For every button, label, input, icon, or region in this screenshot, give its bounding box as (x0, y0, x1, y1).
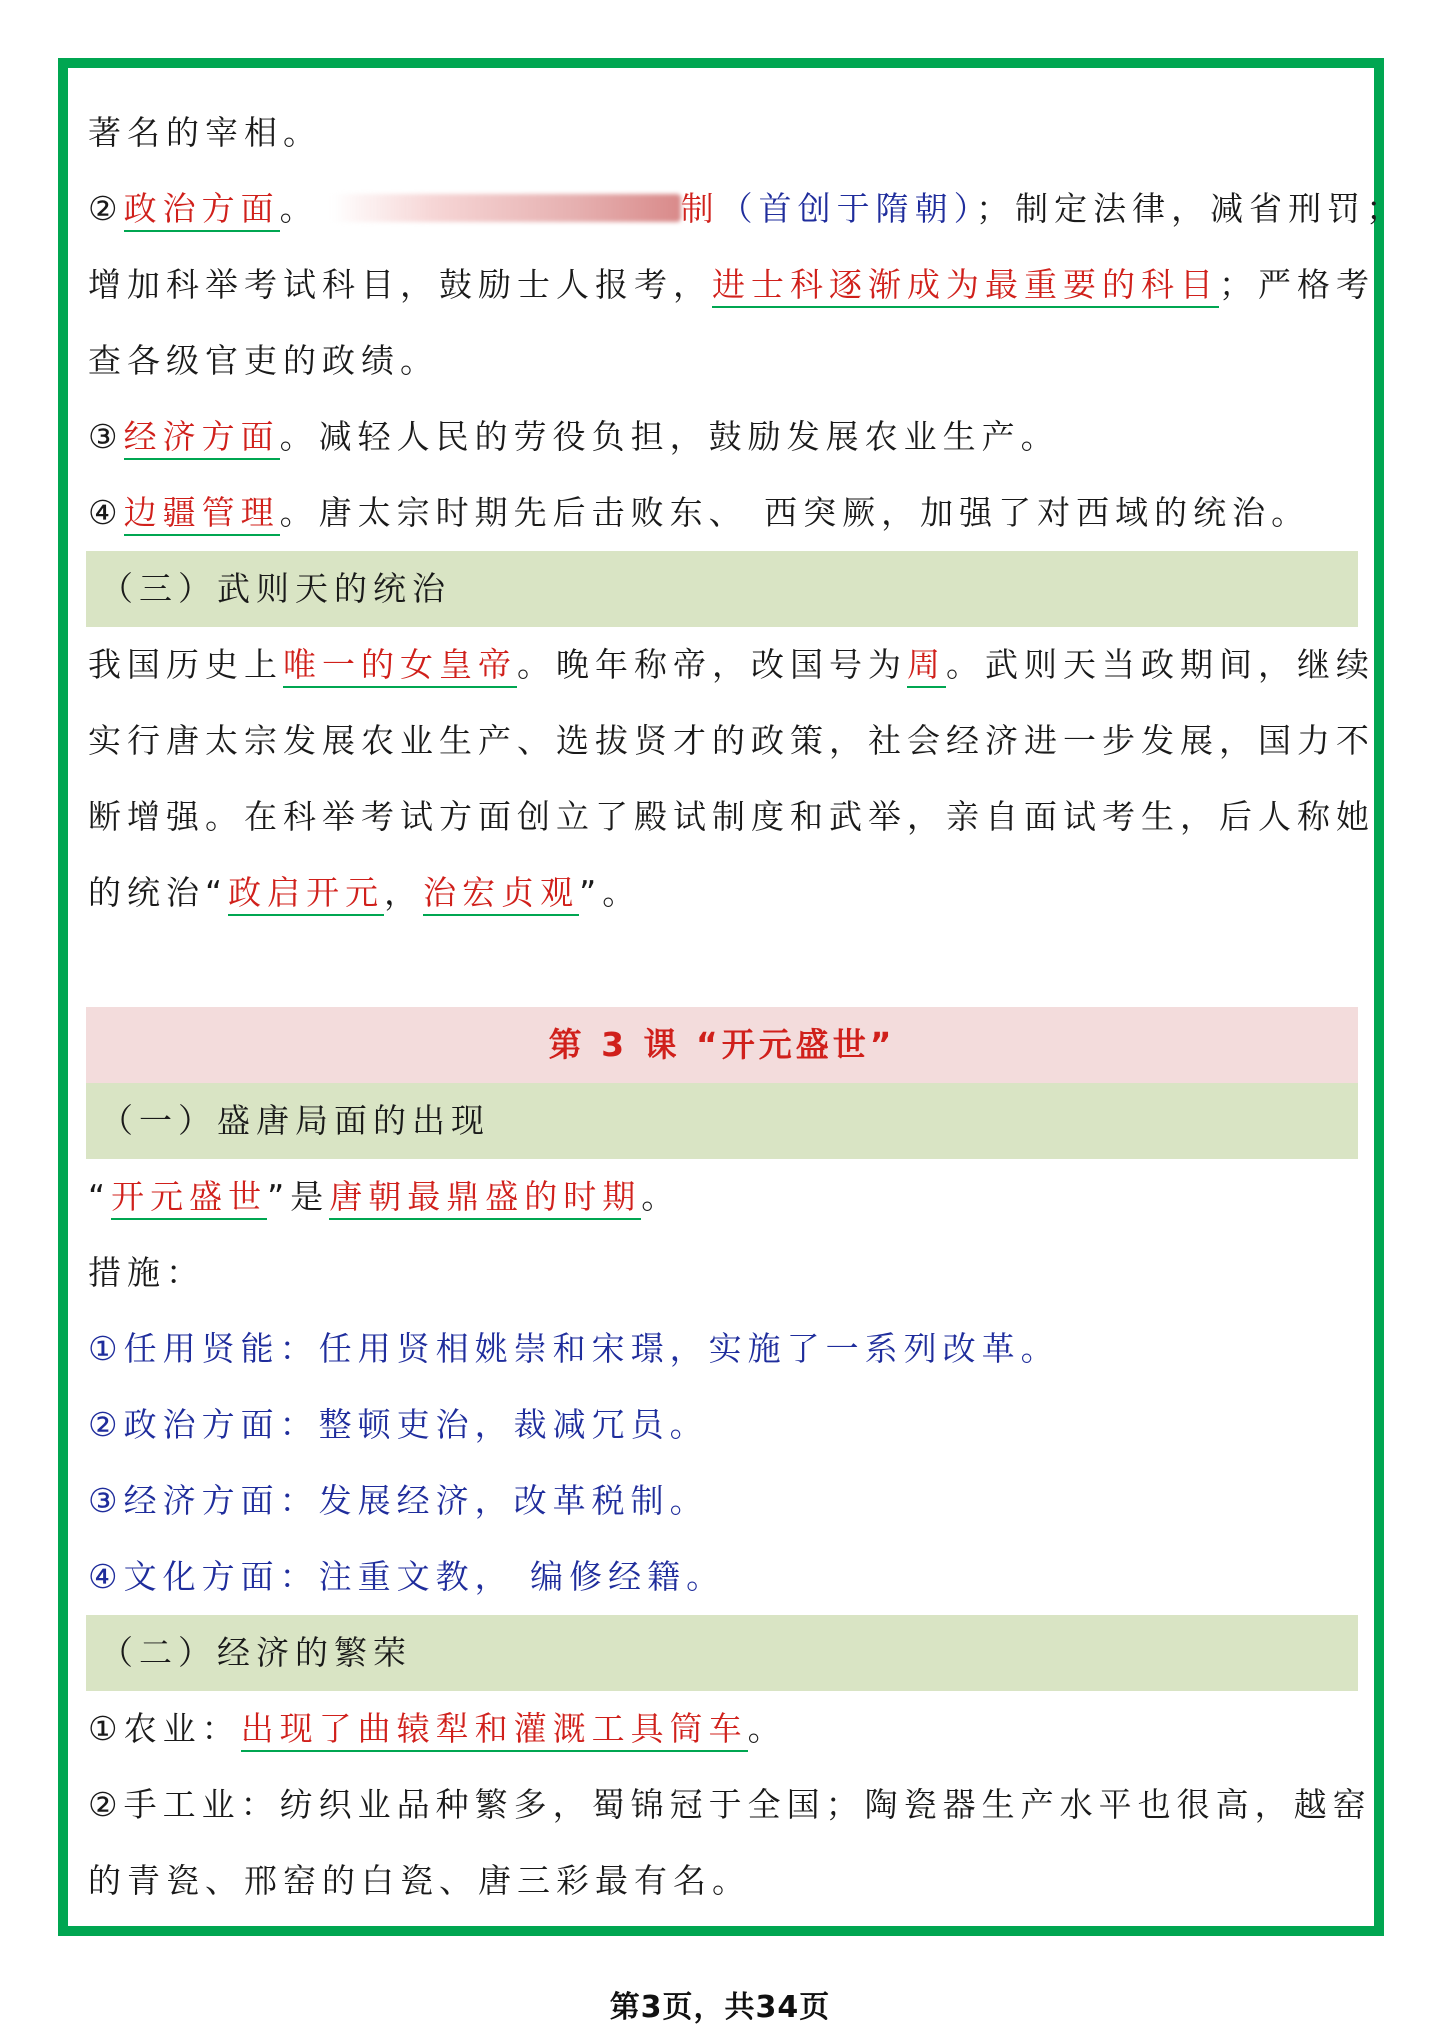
text-span: 。晚年称帝，改国号为 (517, 645, 907, 684)
text-line (88, 1159, 1356, 1235)
text-line (88, 1235, 1356, 1311)
highlight-term: 开元盛世 (111, 1177, 267, 1220)
highlight-term: 政治方面 (124, 189, 280, 232)
text-span: 。减轻人民的劳役负担，鼓励发展农业生产。 (279, 417, 1060, 456)
text-line (88, 855, 1356, 931)
measure-item: ②政治方面：整顿吏治，裁减冗员。 (88, 1405, 709, 1444)
highlight-term: 出现了曲辕犁和灌溉工具筒车 (241, 1709, 748, 1752)
text-span: 增加科举考试科目，鼓励士人报考， (88, 265, 712, 304)
text-line (88, 247, 1375, 323)
text-span: 实行唐太宗发展农业生产、选拔贤才的政策，社会经济进一步发展，国力不 (88, 721, 1375, 760)
text-line (88, 1767, 1372, 1843)
text-span: ；制定法律，减省刑罚； (976, 189, 1406, 228)
text-line (88, 1691, 1356, 1767)
text-line (88, 95, 1356, 171)
text-span: ”。 (579, 873, 642, 912)
text-line (88, 703, 1375, 779)
measure-item: ④文化方面：注重文教， 编修经籍。 (88, 1557, 726, 1596)
text-line (88, 627, 1375, 703)
spacer (88, 931, 1356, 1007)
measure-item: ①任用贤能：任用贤相姚崇和宋璟，实施了一系列改革。 (88, 1329, 1060, 1368)
text-span: 著名的宰相。 (88, 113, 322, 152)
text-span: 措施： (88, 1253, 205, 1292)
highlight-term: 制 (680, 189, 720, 228)
page-number: 第3页，共34页 (609, 1990, 831, 2025)
text-span: 查各级官吏的政绩。 (88, 341, 439, 380)
highlight-term: 唐朝最鼎盛的时期 (329, 1177, 641, 1220)
measure-item: ③经济方面：发展经济，改革税制。 (88, 1481, 709, 1520)
section-heading-prosperity: （一）盛唐局面的出现 (86, 1083, 1358, 1159)
highlight-term: 周 (907, 645, 946, 688)
text-span: ①农业： (88, 1709, 241, 1748)
item-number: ④ (88, 493, 124, 532)
highlight-term: 政启开元 (228, 873, 384, 916)
text-span: 。武则天当政期间，继续 (946, 645, 1375, 684)
document-body (88, 95, 1406, 1919)
text-line (88, 1843, 1356, 1919)
text-line (88, 399, 1356, 475)
text-span: 的统治“ (88, 873, 229, 912)
text-span: ”是 (267, 1177, 330, 1216)
item-number: ② (88, 189, 124, 228)
highlight-term: 经济方面 (124, 417, 280, 460)
highlight-term: 进士科逐渐成为最重要的科目 (712, 265, 1219, 308)
text-span: 断增强。在科举考试方面创立了殿试制度和武举，亲自面试考生，后人称她 (88, 797, 1375, 836)
annotation-note: （首创于隋朝） (719, 189, 977, 228)
text-line (88, 779, 1375, 855)
item-number: ③ (88, 417, 124, 456)
text-span: 我国历史上 (88, 645, 283, 684)
text-span: 。 (641, 1177, 681, 1216)
text-span: 的青瓷、邢窑的白瓷、唐三彩最有名。 (88, 1861, 751, 1900)
highlight-term: 边疆管理 (124, 493, 280, 536)
text-span: 。 (747, 1709, 787, 1748)
highlight-term: 唯一的女皇帝 (283, 645, 517, 688)
lesson-title: 第 3 课 “开元盛世” (86, 1007, 1358, 1083)
highlight-term: 治宏贞观 (423, 873, 579, 916)
blurred-redaction (331, 194, 681, 222)
section-heading-wu-zetian: （三）武则天的统治 (86, 551, 1358, 627)
text-line (88, 323, 1356, 399)
text-line (88, 475, 1356, 551)
text-span: ， (384, 873, 424, 912)
text-span: ；严格考 (1219, 265, 1375, 304)
text-span: “ (88, 1177, 112, 1216)
text-span: 。 (279, 189, 319, 228)
text-line (88, 171, 1406, 247)
text-span: ②手工业：纺织业品种繁多，蜀锦冠于全国；陶瓷器生产水平也很高，越窑 (88, 1785, 1372, 1824)
text-span: 。唐太宗时期先后击败东、 西突厥，加强了对西域的统治。 (279, 493, 1311, 532)
section-heading-economy: （二）经济的繁荣 (86, 1615, 1358, 1691)
